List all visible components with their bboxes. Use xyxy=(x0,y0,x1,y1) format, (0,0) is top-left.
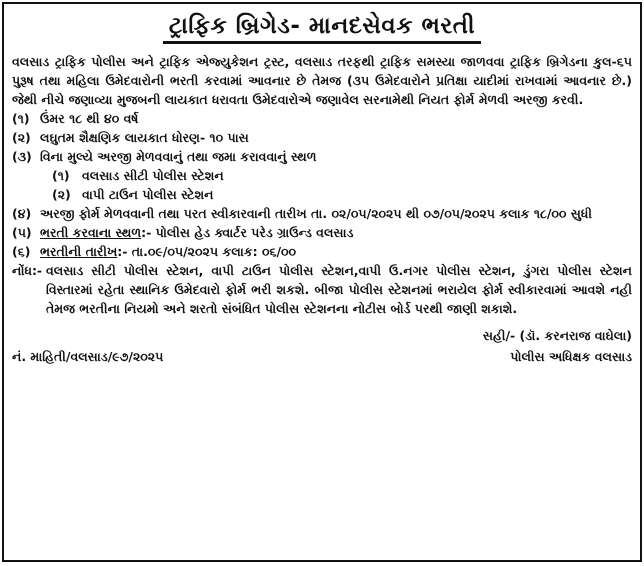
subitem-number: (૧) xyxy=(52,168,70,183)
list-item xyxy=(12,109,632,128)
item-number: (૫) xyxy=(12,225,32,240)
note-label: નોંધ:- xyxy=(12,263,43,278)
list-item xyxy=(12,242,632,261)
list-item xyxy=(12,204,632,223)
sub-list-item xyxy=(12,185,632,204)
reference-number: નં. માહિતી/વલસાડ/૯૭/૨૦૨૫ xyxy=(12,349,164,364)
note-text: વલસાડ સીટી પોલીસ સ્ટેશન, વાપી ટાઉન પોલીસ સ્ટેશન,વાપી ઉ.નગર પોલીસ સ્ટેશન, ડુંગરા પોલીસ સ્ટેશન વિસ્તારમાં રહેતા સ્થાનિક ઉમેદવારો ફોર્મ ભરી શકશે. બીજા પોલીસ સ્ટેશનમાં ભરાયેલ ફોર્મ સ્વીકારવામાં આવશે નહી તેમજ ભરતીના નિયમો અને શરતો સંબંધિત પોલીસ સ્ટેશનના નોટીસ બોર્ડ પરથી જાણી શકાશે. xyxy=(46,263,632,316)
subitem-number: (૨) xyxy=(52,187,71,202)
list-item xyxy=(12,128,632,147)
criteria-list xyxy=(4,109,640,261)
item-text: વિના મુલ્યે અરજી મેળવવાનું તથા જમા કરાવવાનું સ્થળ xyxy=(40,149,317,164)
item-text: ઉંમર ૧૮ થી ૪૦ વર્ષ xyxy=(40,111,139,126)
date-label: ભરતીની તારીખ xyxy=(40,244,118,259)
item-text: અરજી ફોર્મ મેળવવાની તથા પરત સ્વીકારવાની તારીખ તા. ૦૨/૦૫/૨૦૨૫ થી ૦૭/૦૫/૨૦૨૫ કલાક ૧૮/૦૦ સુધી xyxy=(40,206,593,221)
item-text xyxy=(40,223,632,242)
list-item xyxy=(12,223,632,242)
notice-title: ટ્રાફિક બ્રિગેડ- માનદસેવક ભરતી xyxy=(163,12,481,44)
title-area xyxy=(4,4,640,46)
footer xyxy=(4,345,640,366)
item-number: (૧) xyxy=(12,111,30,126)
venue-label: ભરતી કરવાના સ્થળ xyxy=(40,225,142,240)
date-value: :- તા.૦૯/૦૫/૨૦૨૫ કલાક: ૦૬/૦૦ xyxy=(117,244,297,259)
item-text xyxy=(40,242,632,261)
item-number: (૩) xyxy=(12,149,32,164)
signature: સહી/- (ડૉ. કરનરાજ વાઘેલા) xyxy=(482,328,632,343)
advertisement-notice xyxy=(2,2,642,562)
item-number: (૬) xyxy=(12,244,31,259)
item-text: લઘુતમ શૈક્ષણિક લાયકાત ધોરણ- ૧૦ પાસ xyxy=(40,130,249,145)
venue-value: :- પોલીસ હેડ ક્વાર્ટર પરેડ ગ્રાઉન્ડ વલસાડ xyxy=(141,225,354,240)
subitem-text: વાપી ટાઉન પોલીસ સ્ટેશન xyxy=(82,187,214,202)
list-item xyxy=(12,147,632,166)
item-number: (૪) xyxy=(12,206,32,221)
note-block xyxy=(4,261,640,318)
sub-list-item xyxy=(12,166,632,185)
item-number: (૨) xyxy=(12,130,31,145)
intro-paragraph: વલસાડ ટ્રાફિક પોલીસ અને ટ્રાફિક એજ્યુકેશન ટ્રસ્ટ, વલસાડ તરફથી ટ્રાફિક સમસ્યા જાળવવા ટ્રાફિક બ્રિગેડના કુલ-૬૫ પુરૂષ તથા મહિલા ઉમેદવારોની ભરતી કરવામાં આવનાર છે તેમજ (૩૫ ઉમેદવારોને પ્રતિક્ષા યાદીમાં રાખવામાં આવનાર છે.) જેથી નીચે જણાવ્યા મુજબની લાયકાત ધરાવતા ઉમેદવારોએ જણાવેલ સરનામેથી નિયત ફોર્મ મેળવી અરજી કરવી. xyxy=(12,54,632,107)
subitem-text: વલસાડ સીટી પોલીસ સ્ટેશન xyxy=(82,168,224,183)
designation: પોલીસ અધિક્ષક વલસાડ xyxy=(510,349,632,364)
